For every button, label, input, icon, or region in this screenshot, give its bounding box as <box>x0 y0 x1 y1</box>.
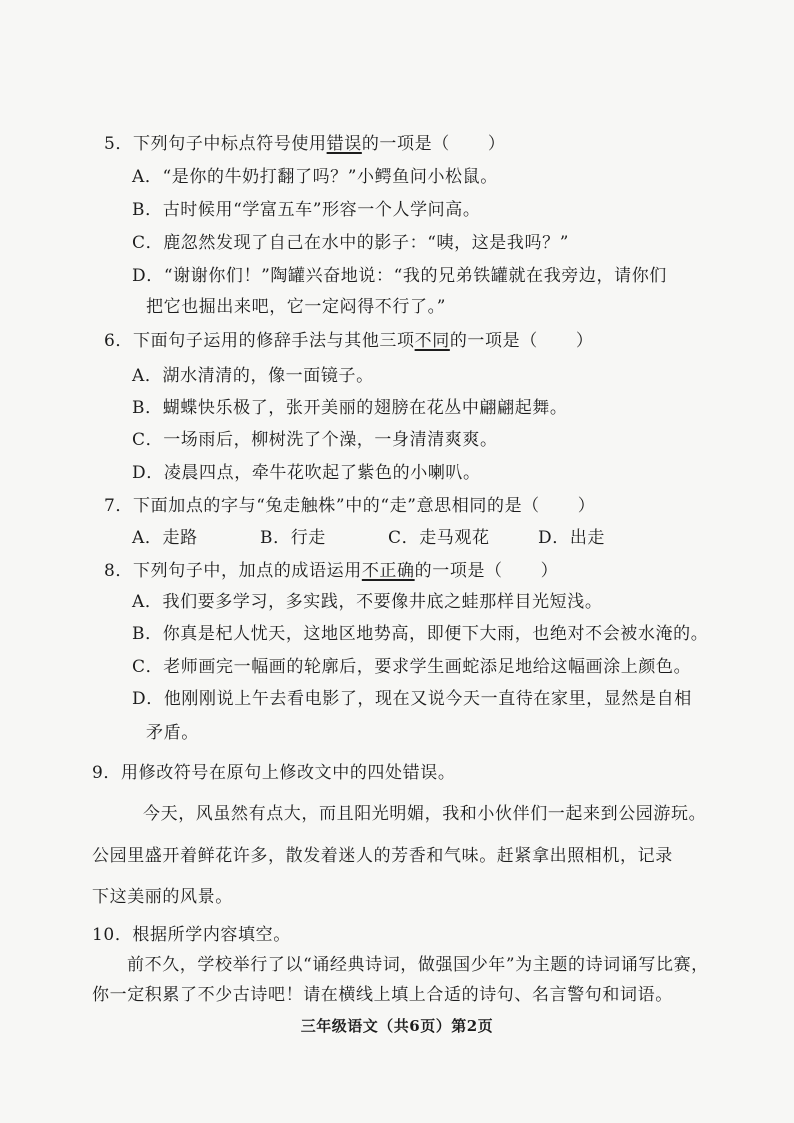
q6-option-c: C．一场雨后，柳树洗了个澡，一身清清爽爽。 <box>132 430 498 450</box>
q6-stem: 6．下面句子运用的修辞手法与其他三项不同的一项是（ ） <box>104 331 594 351</box>
q9-stem: 9．用修改符号在原句上修改文中的四处错误。 <box>92 763 456 783</box>
q7-stem: 7．下面加点的字与“兔走触株”中的“走”意思相同的是（ ） <box>104 496 596 516</box>
q5-option-d-cont: 把它也掘出来吧，它一定闷得不行了。” <box>146 297 446 317</box>
q6-option-b: B．蝴蝶快乐极了，张开美丽的翅膀在花丛中翩翩起舞。 <box>132 398 568 418</box>
q5-option-c: C．鹿忽然发现了自己在水中的影子：“咦，这是我吗？” <box>132 233 569 253</box>
q8-emphasis: 不正确 <box>361 561 415 581</box>
q7-option-b: B．行走 <box>260 528 326 548</box>
q10-paragraph-line-2: 你一定积累了不少古诗吧！请在横线上填上合适的诗句、名言警句和词语。 <box>92 985 673 1005</box>
q9-paragraph-line-1[interactable]: 今天，风虽然有点大，而且阳光明媚，我和小伙伴们一起来到公园游玩。 <box>143 804 707 824</box>
q9-paragraph-line-3[interactable]: 下这美丽的风景。 <box>92 887 233 907</box>
q7-option-c: C．走马观花 <box>388 528 490 548</box>
q10-paragraph-line-1: 前不久，学校举行了以“诵经典诗词，做强国少年”为主题的诗词诵写比赛， <box>127 955 709 975</box>
q8-option-b: B．你真是杞人忧天，这地区地势高，即便下大雨，也绝对不会被水淹的。 <box>132 624 709 644</box>
q7-options <box>132 527 605 549</box>
q5-option-a: A．“是你的牛奶打翻了吗？”小鳄鱼问小松鼠。 <box>132 167 498 187</box>
q8-option-a: A．我们要多学习，多实践，不要像井底之蛙那样目光短浅。 <box>132 592 603 612</box>
q5-stem: 5．下列句子中标点符号使用错误的一项是（ ） <box>104 134 506 154</box>
q8-option-d: D．他刚刚说上午去看电影了，现在又说今天一直待在家里，显然是自相 <box>132 689 692 709</box>
q8-option-d-cont: 矛盾。 <box>146 723 199 743</box>
q9-paragraph-line-2[interactable]: 公园里盛开着鲜花许多，散发着迷人的芳香和气味。赶紧拿出照相机，记录 <box>92 846 673 866</box>
q5-option-d: D．“谢谢你们！”陶罐兴奋地说：“我的兄弟铁罐就在我旁边，请你们 <box>132 266 667 286</box>
q8-option-c: C．老师画完一幅画的轮廓后，要求学生画蛇添足地给这幅画涂上颜色。 <box>132 657 692 677</box>
q6-option-d: D．凌晨四点，牵牛花吹起了紫色的小喇叭。 <box>132 463 481 483</box>
q7-option-a: A．走路 <box>132 528 198 548</box>
page-footer: 三年级语文（共6页）第2页 <box>300 1017 494 1035</box>
q5-option-b: B．古时候用“学富五车”形容一个人学问高。 <box>132 200 481 220</box>
q6-option-a: A．湖水清清的，像一面镜子。 <box>132 366 374 386</box>
q7-option-d: D．出走 <box>538 528 606 548</box>
q5-emphasis: 错误 <box>326 134 362 154</box>
q8-stem: 8．下列句子中，加点的成语运用不正确的一项是（ ） <box>104 561 559 581</box>
q10-stem: 10．根据所学内容填空。 <box>92 925 291 945</box>
q6-emphasis: 不同 <box>414 331 450 351</box>
